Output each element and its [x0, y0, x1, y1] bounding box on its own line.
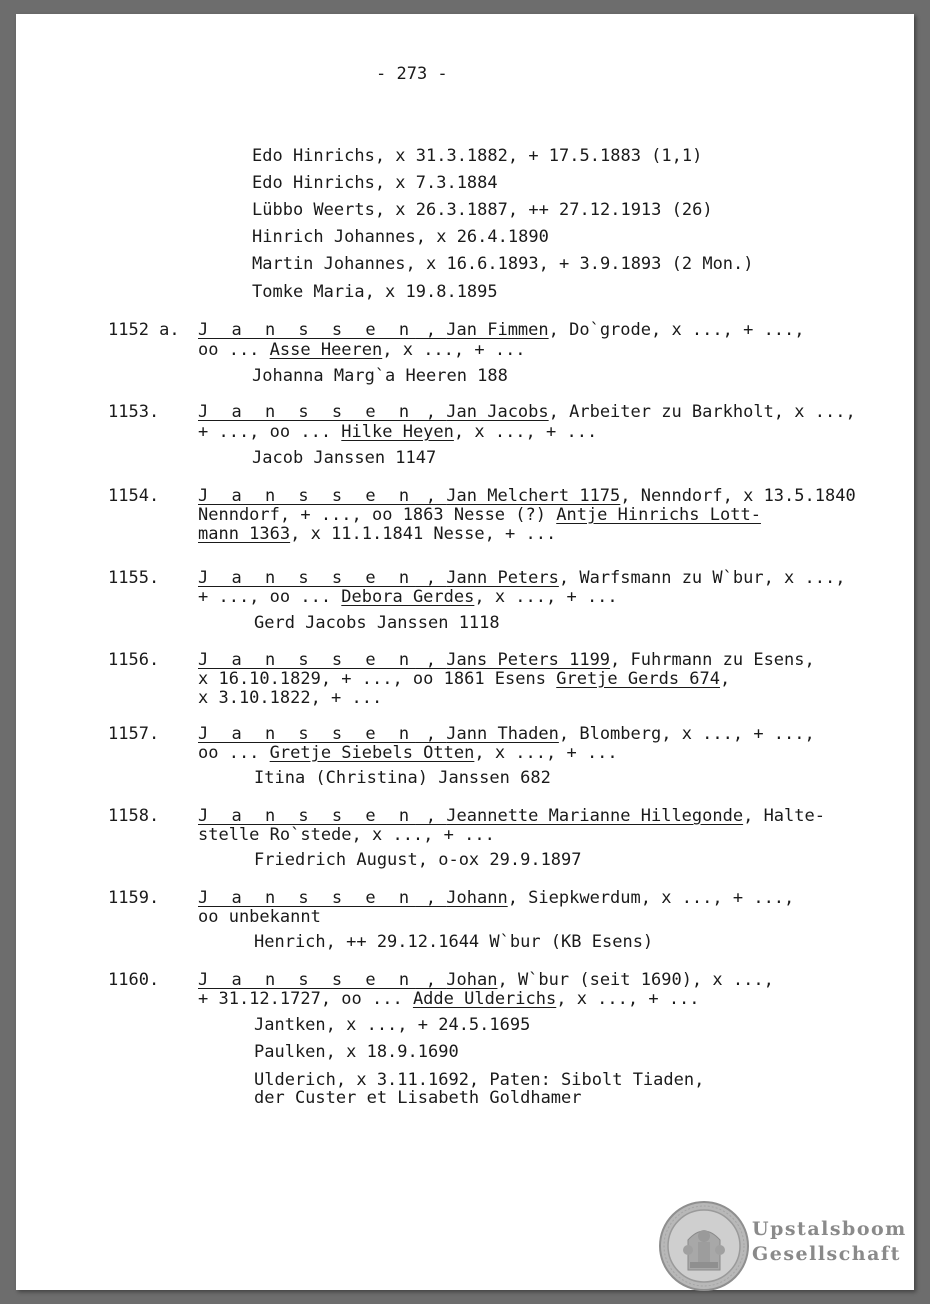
marriage-text: oo ... [198, 743, 270, 763]
marriage-text: + ..., oo ... [198, 422, 342, 442]
child-line: Hinrich Johannes, x 26.4.1890 [252, 227, 549, 247]
marriage-text: x 16.10.1829, + ..., oo 1861 Esens [198, 669, 557, 689]
spouse-name: Gretje Siebels Otten [269, 743, 475, 763]
spouse-name: Antje Hinrichs Lott- [556, 505, 761, 525]
spouse-name: Gretje Gerds 674 [556, 669, 720, 689]
entry-details: , W`bur (seit 1690), x ..., [497, 970, 774, 990]
child-line: Jantken, x ..., + 24.5.1695 [254, 1015, 531, 1035]
entry-line: x 3.10.1822, + ... [198, 688, 383, 708]
entry-number: 1157. [108, 724, 160, 744]
entry-number: 1153. [108, 402, 160, 422]
entry-number: 1155. [108, 568, 160, 588]
given-name: Jeannette Marianne Hillegonde [446, 806, 744, 826]
entry-line: oo unbekannt [198, 907, 321, 927]
entry-line [198, 422, 597, 442]
entry-line: stelle Ro`stede, x ..., + ... [198, 825, 495, 845]
spouse-name: Hilke Heyen [341, 422, 454, 442]
entry-number: 1156. [108, 650, 160, 670]
entry-number: 1158. [108, 806, 160, 826]
entry-line: J a n s s e n , Jans Peters 1199, Fuhrmann zu Esens, [198, 650, 815, 670]
given-name: Jan Jacobs [446, 402, 549, 422]
entry-line [198, 989, 700, 1009]
entry-line [198, 524, 556, 544]
page-number: - 273 - [376, 64, 448, 84]
entry-number: 1152 a. [108, 320, 180, 340]
logo-text-line2: Gesellschaft [752, 1243, 901, 1265]
entry-line: J a n s s e n , Johann, Siepkwerdum, x ..., + ..., [198, 888, 795, 908]
marriage-text: + 31.12.1727, oo ... [198, 989, 413, 1009]
child-line: Johanna Marg`a Heeren 188 [252, 366, 508, 386]
child-line: Gerd Jacobs Janssen 1118 [254, 613, 500, 633]
entry-line [198, 669, 730, 689]
entry-line: J a n s s e n , Jan Fimmen, Do`grode, x ..., + ..., [198, 320, 805, 340]
entry-details: , Siepkwerdum, x ..., + ..., [507, 888, 795, 908]
child-line: Itina (Christina) Janssen 682 [254, 768, 551, 788]
child-line: der Custer et Lisabeth Goldhamer [254, 1088, 582, 1108]
child-line: Friedrich August, o-ox 29.9.1897 [254, 850, 582, 870]
marriage-text: Nenndorf, + ..., oo 1863 Nesse (?) [198, 505, 557, 525]
given-name: Jan Melchert 1175 [446, 486, 621, 506]
entry-details: , Fuhrmann zu Esens, [610, 650, 815, 670]
marriage-text: + ..., oo ... [198, 587, 342, 607]
spouse-name: mann 1363 [198, 524, 291, 544]
child-line: Edo Hinrichs, x 7.3.1884 [252, 173, 498, 193]
spouse-details: , x 11.1.1841 Nesse, + ... [290, 524, 557, 544]
entry-number: 1160. [108, 970, 160, 990]
entry-details: , Arbeiter zu Barkholt, x ..., [548, 402, 856, 422]
surname: J a n s s e n [198, 888, 416, 908]
child-line: Martin Johannes, x 16.6.1893, + 3.9.1893 (2 Mon.) [252, 254, 754, 274]
child-line: Lübbo Weerts, x 26.3.1887, ++ 27.12.1913 (26) [252, 200, 713, 220]
entry-line [198, 340, 526, 360]
entry-details: , Blomberg, x ..., + ..., [558, 724, 815, 744]
entry-line: J a n s s e n , Jann Peters, Warfsmann zu W`bur, x ..., [198, 568, 846, 588]
child-line: Ulderich, x 3.11.1692, Paten: Sibolt Tiaden, [254, 1070, 705, 1090]
entry-line: J a n s s e n , Jeannette Marianne Hillegonde, Halte- [198, 806, 825, 826]
surname: J a n s s e n [198, 402, 416, 422]
document-page [16, 14, 914, 1290]
spouse-details: , x ..., + ... [453, 422, 598, 442]
surname: J a n s s e n [198, 724, 416, 744]
child-line: Paulken, x 18.9.1690 [254, 1042, 459, 1062]
child-line: Tomke Maria, x 19.8.1895 [252, 282, 498, 302]
spouse-name: Adde Ulderichs [412, 989, 557, 1009]
spouse-details: , x ..., + ... [474, 587, 618, 607]
entry-line: J a n s s e n , Jan Jacobs, Arbeiter zu Barkholt, x ..., [198, 402, 856, 422]
spouse-details: , [720, 669, 731, 689]
entry-number: 1154. [108, 486, 160, 506]
given-name: Johan [446, 970, 498, 990]
surname: J a n s s e n [198, 568, 416, 588]
entry-details: , Halte- [743, 806, 825, 826]
entry-details: , Do`grode, x ..., + ..., [548, 320, 805, 340]
entry-line: J a n s s e n , Johan, W`bur (seit 1690), x ..., [198, 970, 774, 990]
spouse-name: Debora Gerdes [341, 587, 475, 607]
entry-line [198, 743, 618, 763]
surname: J a n s s e n [198, 806, 416, 826]
entry-line [198, 505, 761, 525]
surname: J a n s s e n [198, 486, 416, 506]
entry-details: , Warfsmann zu W`bur, x ..., [558, 568, 846, 588]
surname: J a n s s e n [198, 650, 416, 670]
given-name: Johann [446, 888, 508, 908]
entry-line: J a n s s e n , Jann Thaden, Blomberg, x ..., + ..., [198, 724, 815, 744]
marriage-text: oo ... [198, 340, 270, 360]
given-name: Jann Peters [446, 568, 559, 588]
spouse-details: , x ..., + ... [382, 340, 526, 360]
spouse-name: Asse Heeren [269, 340, 383, 360]
entry-line [198, 587, 618, 607]
child-line: Edo Hinrichs, x 31.3.1882, + 17.5.1883 (1,1) [252, 146, 703, 166]
given-name: Jann Thaden [446, 724, 559, 744]
child-line: Henrich, ++ 29.12.1644 W`bur (KB Esens) [254, 932, 654, 952]
logo-text-line1: Upstalsboom [752, 1218, 907, 1240]
surname: J a n s s e n [198, 970, 416, 990]
spouse-details: , x ..., + ... [556, 989, 700, 1009]
given-name: Jans Peters 1199 [446, 650, 611, 670]
entry-number: 1159. [108, 888, 160, 908]
surname: J a n s s e n [198, 320, 416, 340]
given-name: Jan Fimmen [446, 320, 549, 340]
spouse-details: , x ..., + ... [474, 743, 618, 763]
entry-line: J a n s s e n , Jan Melchert 1175, Nenndorf, x 13.5.1840 [198, 486, 856, 506]
seal-logo-icon [658, 1200, 750, 1292]
entry-details: , Nenndorf, x 13.5.1840 [620, 486, 856, 506]
child-line: Jacob Janssen 1147 [252, 448, 437, 468]
